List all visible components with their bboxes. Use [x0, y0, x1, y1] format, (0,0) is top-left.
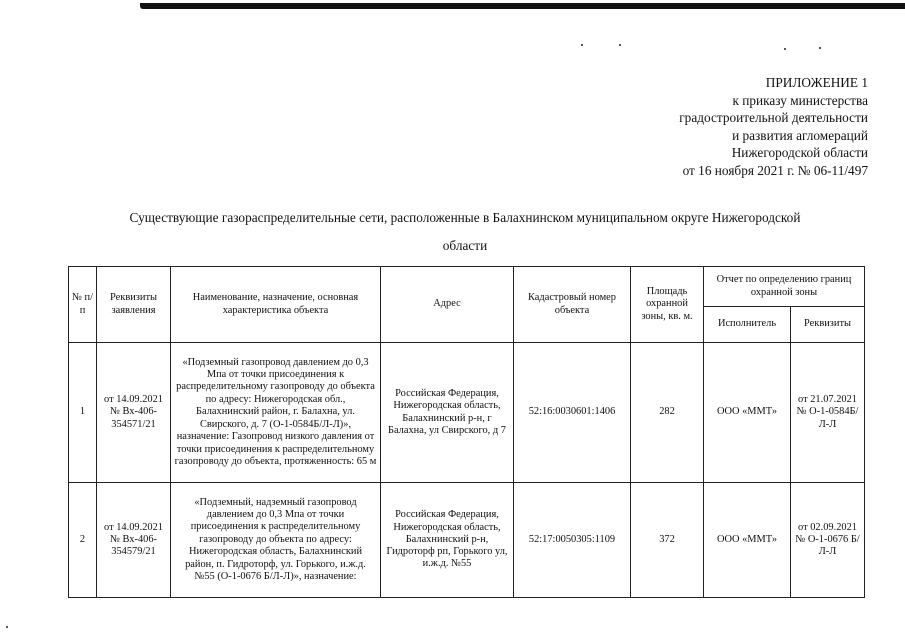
- table-row: [69, 343, 865, 483]
- cell-cadastral: 52:16:0030601:1406: [514, 343, 631, 483]
- cell-zone-area: 282: [631, 343, 704, 483]
- scan-speck: [619, 44, 621, 46]
- header-address: Адрес: [381, 267, 514, 343]
- header-zone-area: Площадь охранной зоны, кв. м.: [631, 267, 704, 343]
- scan-speck: [581, 44, 583, 46]
- cell-executor: ООО «ММТ»: [704, 343, 791, 483]
- cell-address: Российская Федерация, Нижегородская область, Балахнинский р-н, г Балахна, ул Свирского, д 7: [381, 343, 514, 483]
- scan-speck: [784, 48, 786, 50]
- scan-speck: [6, 626, 8, 628]
- appendix-line: градостроительной деятельности: [679, 110, 868, 126]
- document-title: [60, 204, 870, 260]
- cell-zone-area: 372: [631, 483, 704, 598]
- cell-report-requisites: от 21.07.2021 № О-1-0584Б/Л-Л: [791, 343, 865, 483]
- cell-cadastral: 52:17:0050305:1109: [514, 483, 631, 598]
- scan-speck: [819, 47, 821, 49]
- cell-report-requisites: от 02.09.2021 № О-1-0676 Б/Л-Л: [791, 483, 865, 598]
- cell-address: Российская Федерация, Нижегородская область, Балахнинский р-н, Гидроторф рп, Горького ул, и.ж.д. №55: [381, 483, 514, 598]
- header-report-requisites: Реквизиты: [791, 307, 865, 343]
- appendix-line: к приказу министерства: [732, 92, 868, 108]
- cell-object-name: «Подземный газопровод давлением до 0,3 Мпа от точки присоединения к распределительному газопроводу до объекта по адресу: Нижегородская обл., Балахнинский район, г. Балахна, ул. Свирского, д. 7 (О-1-0584Б/Л-Л)», назначение: Газопровод низкого давления от точки присоединения к распределительному газопроводу до объекта, протяженность: 65 м: [171, 343, 381, 483]
- cell-num: 2: [69, 483, 97, 598]
- header-executor: Исполнитель: [704, 307, 791, 343]
- appendix-order-date: от 16 ноября 2021 г. № 06-11/497: [682, 162, 868, 178]
- appendix-heading: ПРИЛОЖЕНИЕ 1: [765, 75, 868, 90]
- gas-networks-table: [68, 266, 865, 598]
- appendix-line: Нижегородской области: [731, 145, 868, 161]
- appendix-line: и развития агломераций: [732, 127, 868, 143]
- title-line-1: Существующие газораспределительные сети, расположенные в Балахнинском муниципальном округе Нижегородской: [129, 210, 801, 225]
- header-requisites: Реквизиты заявления: [97, 267, 171, 343]
- title-line-2: области: [442, 238, 488, 253]
- table-row: [69, 483, 865, 598]
- cell-executor: ООО «ММТ»: [704, 483, 791, 598]
- header-object-name: Наименование, назначение, основная характеристика объекта: [171, 267, 381, 343]
- header-report: Отчет по определению границ охранной зоны: [704, 267, 865, 307]
- cell-requisites: от 14.09.2021 № Вх-406-354579/21: [97, 483, 171, 598]
- cell-num: 1: [69, 343, 97, 483]
- appendix-block: [548, 74, 868, 180]
- header-num: № п/п: [69, 267, 97, 343]
- top-scan-rule: [140, 3, 905, 9]
- cell-requisites: от 14.09.2021 № Вх-406-354571/21: [97, 343, 171, 483]
- header-cadastral: Кадастровый номер объекта: [514, 267, 631, 343]
- cell-object-name: «Подземный, надземный газопровод давлением до 0,3 Мпа от точки присоединения к распределительному газопроводу до объекта по адресу: Нижегородская область, Балахнинский район, п. Гидроторф, ул. Горького, и.ж.д. №55 (О-1-0676 Б/Л-Л)», назначение:: [171, 483, 381, 598]
